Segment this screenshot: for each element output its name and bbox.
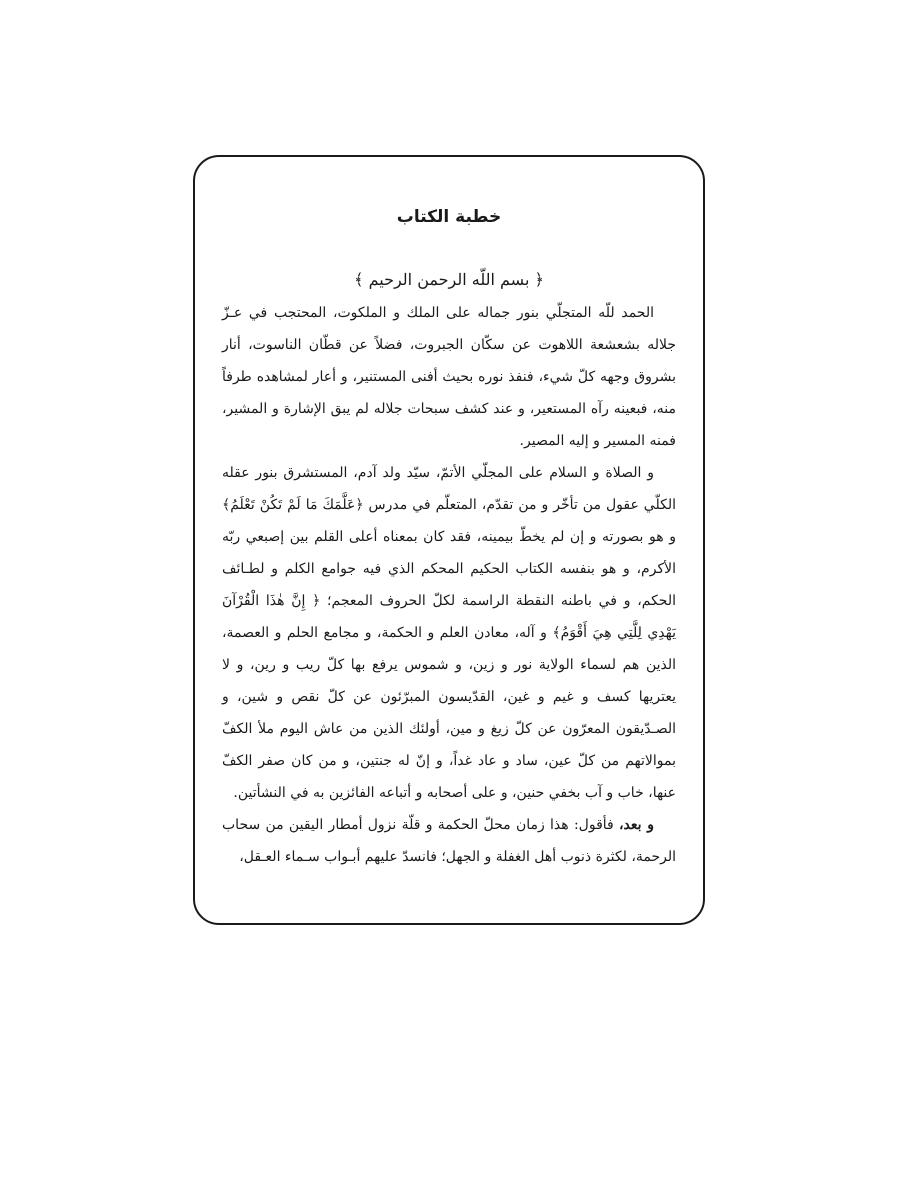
quran-verse-2: ﴿ إِنَّ هٰذَا الْقُرْآنَ يَهْدِي لِلَّتِي هِيَ أَقْوَمُ﴾ [222, 593, 676, 641]
basmala: ﴿ بسم اللّه الرحمن الرحيم ﴾ [354, 270, 544, 289]
section-heading: خطبة الكتاب [396, 207, 502, 227]
paragraph-salutation [222, 457, 676, 809]
quran-verse-1: ﴿عَلَّمَكَ مَا لَمْ تَكُنْ تَعْلَمُ﴾ [222, 497, 364, 513]
paragraph-praise: الحمد للّه المتجلّي بنور جماله على الملك و الملكوت، المحتجب في عـزّ جلاله بشعشعة اللاهوت عن سكّان الجبروت، فضلاً عن قطّان الناسوت، أنار بشروق وجهه كلّ شيء، فنفذ نوره بحيث أفنى المستنير، و أعار لمشاهده طرفاً منه، فبعينه رآه المستعير، و عند كشف سبحات جلاله لم يبق الإشارة و المشير، فمنه المسير و إليه المصير. [222, 305, 676, 449]
text-frame [193, 155, 705, 925]
paragraph-salutation-text-3: و آله، معادن العلم و الحكمة، و مجامع الحلم و العصمة، الذين هم لسماء الولاية نور و زين، و شموس يرفع بها كلّ ريب و رين، و لا يعتريها كسف و غيم و غين، القدّيسون المبرّئون عن كلّ نقص و شين، و الصـدّيقون المعرّون عن كلّ زيغ و مين، أولئك الذين من عاش اليوم ملأ الكفّ بموالاتهم من كلّ عين، ساد و عاد غداً، و إنّ له جنتين، و من كان صفر الكفّ عنها، خاب و آب بخفي حنين، و على أصحابه و أتباعه الفائزين به في النشأتين. [222, 625, 677, 801]
page-content [222, 197, 676, 873]
paragraph-afterward-lead: و بعد، [619, 817, 654, 833]
paragraph-salutation-text-2: و هو بصورته و إن لم يخطّ بيمينه، فقد كان بمعناه أعلى القلم بين إصبعي ربّه الأكرم، و هو بنفسه الكتاب الحكيم المحكم الذي فيه جوامع الكلم و لطـائف الحكم، و في باطنه النقطة الراسمة لكلّ الحروف المعجم؛ [222, 529, 676, 609]
paragraph-afterward-text: فأقول: هذا زمان محلّ الحكمة و قلّة نزول أمطار اليقين من سحاب الرحمة، لكثرة ذنوب أهل الغفلة و الجهل؛ فانسدّ عليهم أبـواب سـماء العـقل، [222, 817, 676, 865]
paragraph-afterward [222, 809, 676, 873]
paragraph-salutation-text-1: و الصلاة و السلام على المجلّي الأتمّ، سيّد ولد آدم، المستشرق بنور عقله الكلّي عقول من تأخّر و من تقدّم، المتعلّم في مدرس [222, 465, 676, 513]
